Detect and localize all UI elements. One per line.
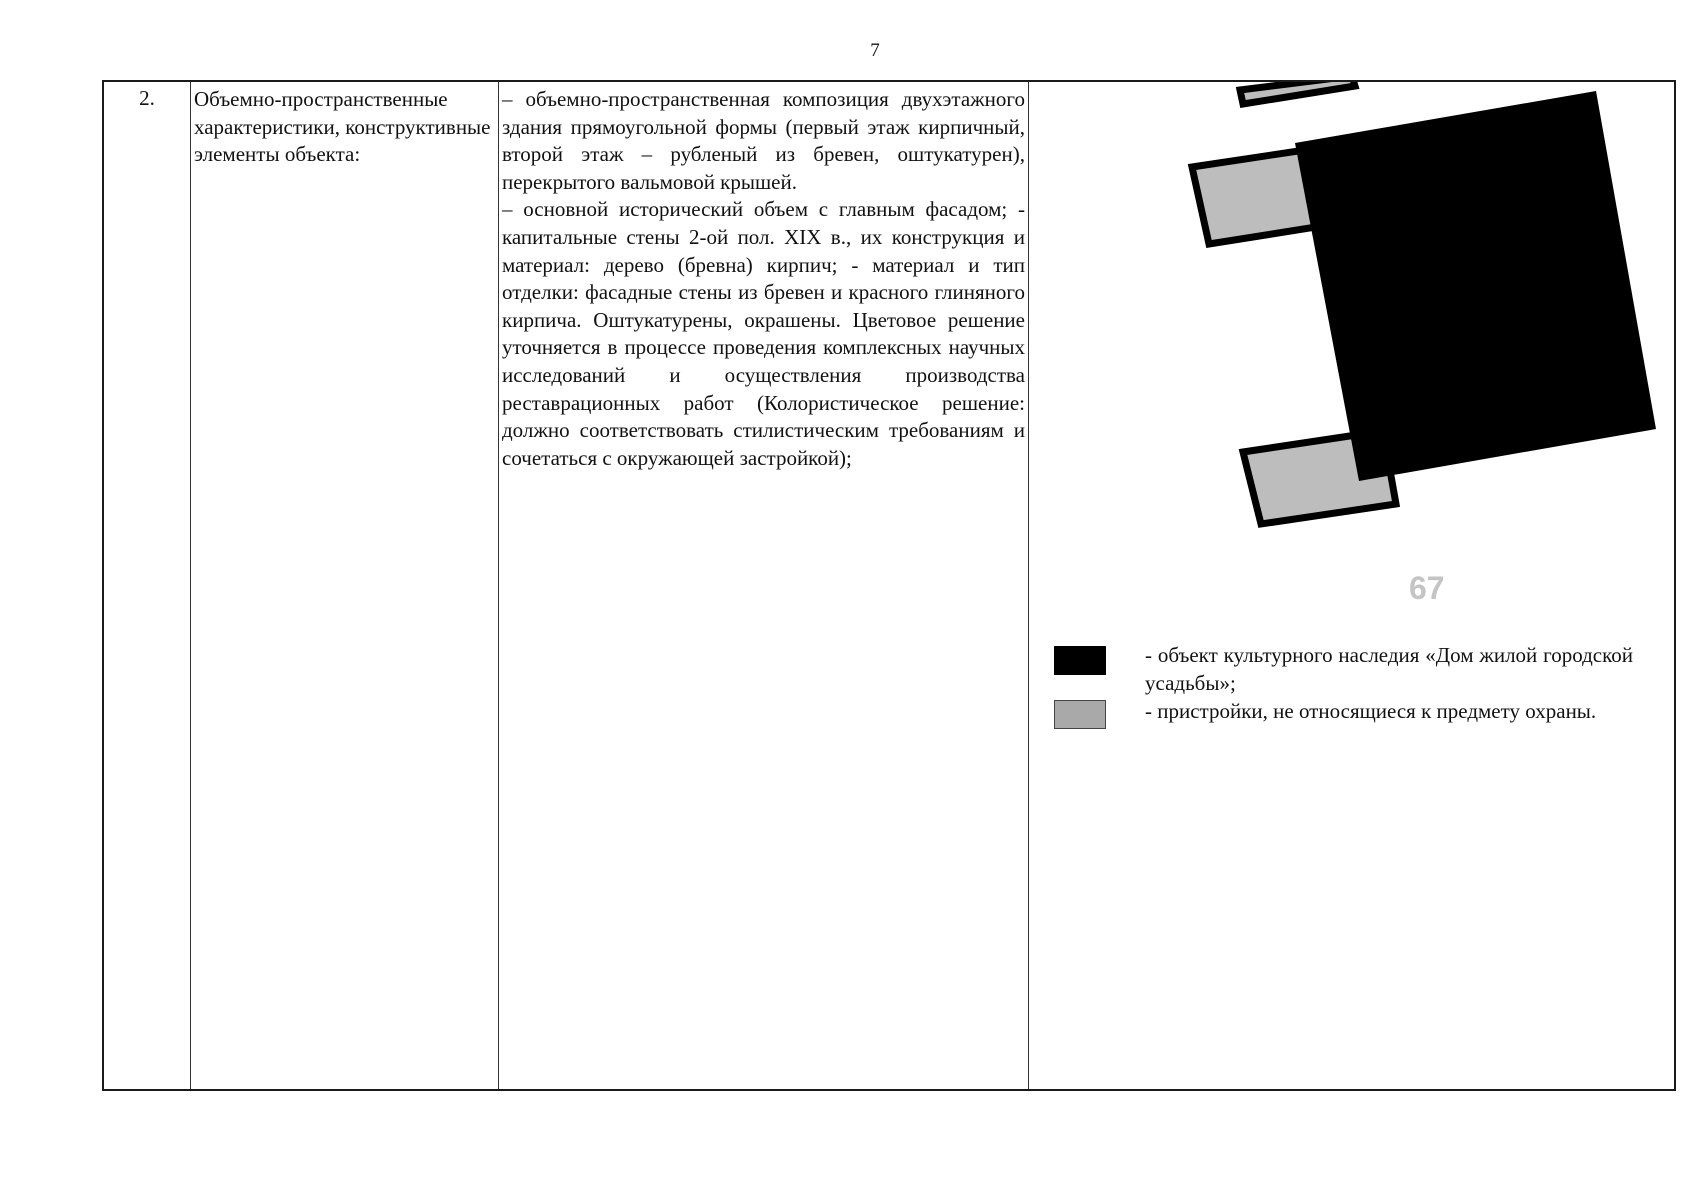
- column-divider: [190, 82, 191, 1089]
- row-description: [502, 86, 1025, 472]
- description-paragraph: – объемно-пространственная композиция двухэтажного здания прямоугольной формы (первый этаж кирпичный, второй этаж – рубленый из бревен, оштукатурен), перекрытого вальмовой крышей.: [502, 87, 1025, 194]
- neighbor-building-fragment: [1240, 82, 1355, 104]
- gray-fill-swatch-icon: [1054, 700, 1106, 729]
- plan-legend: [1054, 642, 1654, 754]
- description-paragraph: – основной исторический объем с главным фасадом; - капитальные стены 2-ой пол. XIX в., их конструкция и материал: дерево (бревна) кирпич; - материал и тип отделки: фасадные стены из бревен и красного глиняного кирпича. Оштукатурены, окрашены. Цветовое решение уточняется в процессе проведения комплексных научных исследований и осуществления производства реставрационных работ (Колористическое решение: должно соответствовать стилистическим требованиям и сочетаться с окружающей застройкой);: [502, 197, 1025, 470]
- plan-number-label: 67: [1409, 570, 1445, 606]
- page-number: 7: [870, 40, 880, 61]
- row-title: Объемно-пространственные характеристики, конструктивные элементы объекта:: [194, 87, 491, 166]
- row-number: 2.: [139, 86, 155, 110]
- legend-item-heritage: [1054, 642, 1654, 698]
- column-divider: [498, 82, 499, 1089]
- building-site-plan: [1029, 82, 1674, 642]
- document-table: [102, 80, 1676, 1091]
- legend-item-extension: [1054, 698, 1654, 754]
- black-fill-swatch-icon: [1054, 646, 1106, 675]
- legend-text: - пристройки, не относящиеся к предмету охраны.: [1145, 699, 1597, 723]
- legend-text: - объект культурного наследия «Дом жилой городской усадьбы»;: [1145, 643, 1633, 695]
- heritage-building: [1295, 91, 1656, 481]
